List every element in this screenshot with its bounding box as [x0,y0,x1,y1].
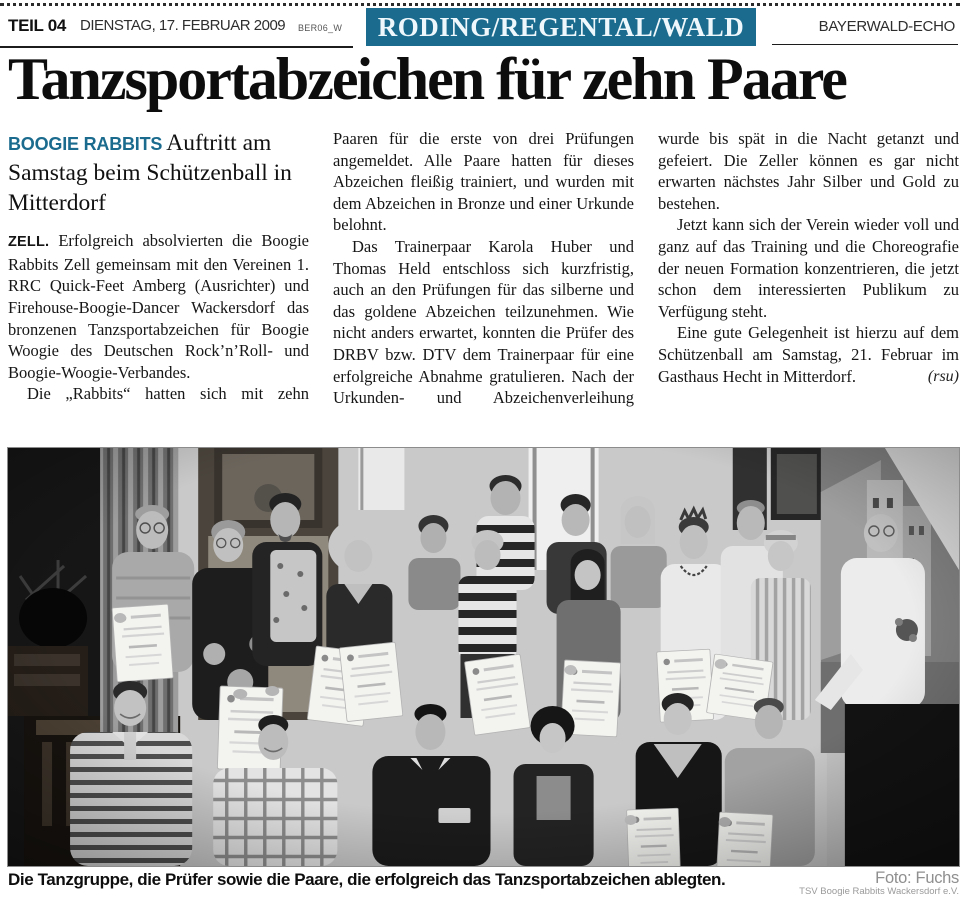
article-column-2 [333,128,634,446]
caption-row [8,870,959,897]
kicker: BOOGIE RABBITS [8,134,163,154]
photo-caption: Die Tanzgruppe, die Prüfer sowie die Paare, die erfolgreich das Tanzsportabzeichen ablegten. [8,870,726,889]
article-body [8,128,959,446]
article-column-1 [8,128,309,446]
group-photo-illustration [8,448,959,866]
paragraph: Das Trainerpaar Karola Huber und Thomas Held entschloss sich kurzfristig, auch an den Prüfungen für das silberne und das goldene Abzeichen teilzunehmen. Wie nicht anders erwartet, konnten die Prüfer des DRBV bzw. DTV dem Trainerpaar für eine erfolgreiche Abnahme gratulieren. Nach der Urkunden- und Abzeichenverleihung [333,236,634,408]
article-column-3 [658,128,959,446]
paragraph: Jetzt kann sich der Verein wieder voll und ganz auf das Training und die Choreografie der neuen Formation konzentrieren, die jetzt schon dem interessierten Publikum zu Verfügung steht. [658,215,959,321]
section-title-box [366,8,756,46]
photo-credit-org: TSV Boogie Rabbits Wackersdorf e.V. [799,886,959,898]
dateline: ZELL. [8,234,50,251]
issue-date: DIENSTAG, 17. FEBRUAR 2009 [80,17,286,34]
paragraph-text: Eine gute Gelegenheit ist hierzu auf dem Schützenball am Samstag, 21. Februar im Gasthaus Hecht in Mitterdorf. [658,323,959,386]
paragraph [8,230,309,383]
section-title: RODING/REGENTAL/WALD [377,11,745,42]
paragraph: wurde bis spät in die Nacht getanzt und gefeiert. Die Zeller können es gar nicht erwarten nächstes Jahr Silber und Gold zu bestehen. [658,129,959,213]
photo-credit: Foto: Fuchs [875,869,959,887]
subhead [8,128,309,218]
paragraph: Die „Rabbits“ hatten sich mit zehn [27,384,309,404]
paragraph [658,322,959,387]
masthead-rule-right [772,44,958,45]
subhead-text: Auftritt am Samstag beim Schützenball in Mitterdorf [8,130,292,217]
photo-credits [799,870,959,897]
edition-code: BER06_W [298,23,343,33]
group-photo [8,448,959,866]
paragraph: Paaren für die erste von drei Prüfungen angemeldet. Alle Paare hatten für dieses Abzeichen fleißig trainiert, und wurden mit dem Abzeichen in Bronze und einer Urkunde belohnt. [333,129,634,235]
headline: Tanzsportabzeichen für zehn Paare [8,46,846,112]
paragraph-text: Erfolgreich absolvierten die Boogie Rabbits Zell gemeinsam mit den Vereinen 1. RRC Quick-Feet Amberg (Ausrichter) und Firehouse-Boogie-Dancer Wackersdorf das bronzenen Tanzsportabzeichen für Boogie Woogie des Deutschen Rock’n’Roll- und Boogie-Woogie-Verbandes. [8,231,309,382]
section-number: TEIL 04 [8,16,67,35]
masthead [0,0,967,50]
paper-name: BAYERWALD-ECHO [818,18,955,35]
author-initials: (rsu) [927,367,959,385]
